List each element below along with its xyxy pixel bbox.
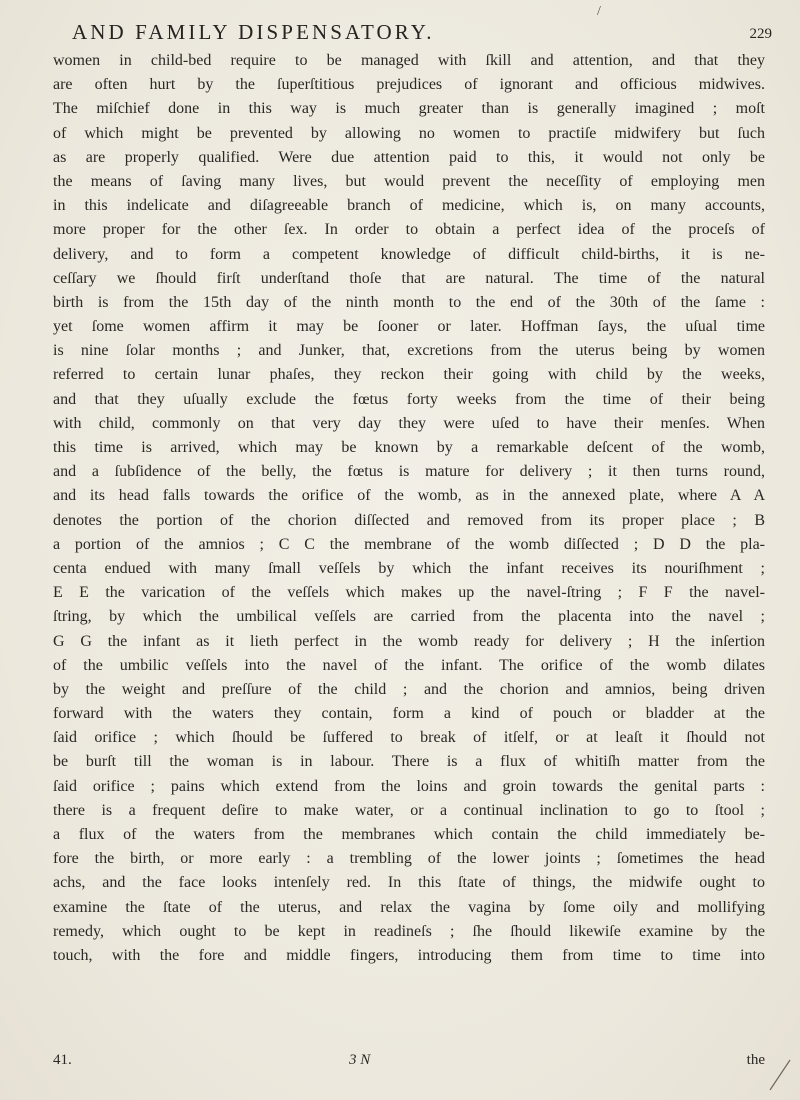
text-line: in this indelicate and diſagreeable branch of medicine, which is, on many accounts, bbox=[53, 197, 765, 215]
text-line: there is a frequent deſire to make water, or a continual inclination to go to ſtool ; bbox=[53, 801, 765, 819]
text-line: centa endued with many ſmall veſſels by which the infant receives its nouriſhment ; bbox=[53, 559, 765, 577]
text-line: women in child-bed require to be managed with ſkill and attention, and that they bbox=[53, 52, 765, 69]
text-line: remedy, which ought to be kept in readineſs ; ſhe ſhould likewiſe examine by the bbox=[53, 922, 765, 940]
text-line: referred to certain lunar phaſes, they reckon their going with child by the weeks, bbox=[53, 366, 765, 384]
page-header bbox=[52, 20, 772, 50]
text-line: more proper for the other ſex. In order to obtain a perfect idea of the proceſs of bbox=[53, 221, 765, 239]
text-line: ſtring, by which the umbilical veſſels are carried from the placenta into the navel ; bbox=[53, 608, 765, 626]
top-mark: / bbox=[597, 4, 601, 19]
text-line: achs, and the face looks intenſely red. In this ſtate of things, the midwife ought to bbox=[53, 874, 765, 892]
text-line: are often hurt by the ſuperſtitious prejudices of ignorant and officious midwives. bbox=[53, 76, 765, 94]
text-line: of which might be prevented by allowing no women to practiſe midwifery but ſuch bbox=[53, 124, 765, 142]
body-text bbox=[53, 49, 765, 968]
page-number: 229 bbox=[749, 26, 772, 42]
corner-pencil-mark-icon bbox=[766, 1058, 792, 1092]
text-line: denotes the portion of the chorion diſſected and removed from its proper place ; B bbox=[53, 511, 765, 529]
text-line: birth is from the 15th day of the ninth month to the end of the 30th of the ſame : bbox=[53, 293, 765, 311]
text-line: a flux of the waters from the membranes which contain the child immediately be- bbox=[53, 826, 765, 843]
signature-mark: 3 N bbox=[349, 1052, 371, 1068]
text-line: of the umbilic veſſels into the navel of the infant. The orifice of the womb dilates bbox=[53, 656, 765, 674]
text-line: The miſchief done in this way is much greater than is generally imagined ; moſt bbox=[53, 100, 765, 118]
text-line: yet ſome women affirm it may be ſooner or later. Hoffman ſays, the uſual time bbox=[53, 318, 765, 336]
text-line: is nine ſolar months ; and Junker, that, excretions from the uterus being by women bbox=[53, 342, 765, 360]
text-line: and its head falls towards the orifice of the womb, as in the annexed plate, where A A bbox=[53, 487, 765, 505]
text-line: as are properly qualified. Were due attention paid to this, it would not only be bbox=[53, 148, 765, 166]
text-line: be burſt till the woman is in labour. There is a flux of whitiſh matter from the bbox=[53, 753, 765, 771]
text-line: ſaid orifice ; which ſhould be ſuffered to break of itſelf, or at leaſt it ſhould not bbox=[53, 729, 765, 747]
text-line: and that they uſually exclude the fœtus forty weeks from the time of their being bbox=[53, 390, 765, 408]
text-line: ſaid orifice ; pains which extend from the loins and groin towards the genital parts : bbox=[53, 777, 765, 795]
text-line: a portion of the amnios ; C C the membrane of the womb diſſected ; D D the pla- bbox=[53, 535, 765, 553]
text-line: touch, with the fore and middle fingers, introducing them from time to time into bbox=[53, 946, 765, 964]
text-line: examine the ſtate of the uterus, and relax the vagina by ſome oily and mollifying bbox=[53, 898, 765, 916]
text-line: and a ſubſidence of the belly, the fœtus is mature for delivery ; it then turns round, bbox=[53, 463, 765, 481]
footer-number: 41. bbox=[53, 1052, 72, 1068]
page-footer bbox=[53, 1052, 765, 1074]
text-line: E E the varication of the veſſels which makes up the navel-ſtring ; F F the navel- bbox=[53, 584, 765, 602]
text-line: fore the birth, or more early : a trembling of the lower joints ; ſometimes the head bbox=[53, 850, 765, 868]
text-line: forward with the waters they contain, form a kind of pouch or bladder at the bbox=[53, 705, 765, 723]
text-line: G G the infant as it lieth perfect in the womb ready for delivery ; H the inſertion bbox=[53, 632, 765, 650]
text-line: delivery, and to form a competent knowledge of difficult child-births, it is ne- bbox=[53, 245, 765, 263]
running-head: AND FAMILY DISPENSATORY. bbox=[72, 20, 435, 44]
text-line: by the weight and preſſure of the child ; and the chorion and amnios, being driven bbox=[53, 680, 765, 698]
text-line: with child, commonly on that very day they were uſed to have their menſes. When bbox=[53, 414, 765, 432]
text-line: this time is arrived, which may be known by a remarkable deſcent of the womb, bbox=[53, 439, 765, 456]
text-line: the means of ſaving many lives, but would prevent the neceſſity of employing men bbox=[53, 172, 765, 190]
text-line: ceſſary we ſhould firſt underſtand thoſe that are natural. The time of the natural bbox=[53, 269, 765, 287]
catchword: the bbox=[746, 1052, 765, 1068]
